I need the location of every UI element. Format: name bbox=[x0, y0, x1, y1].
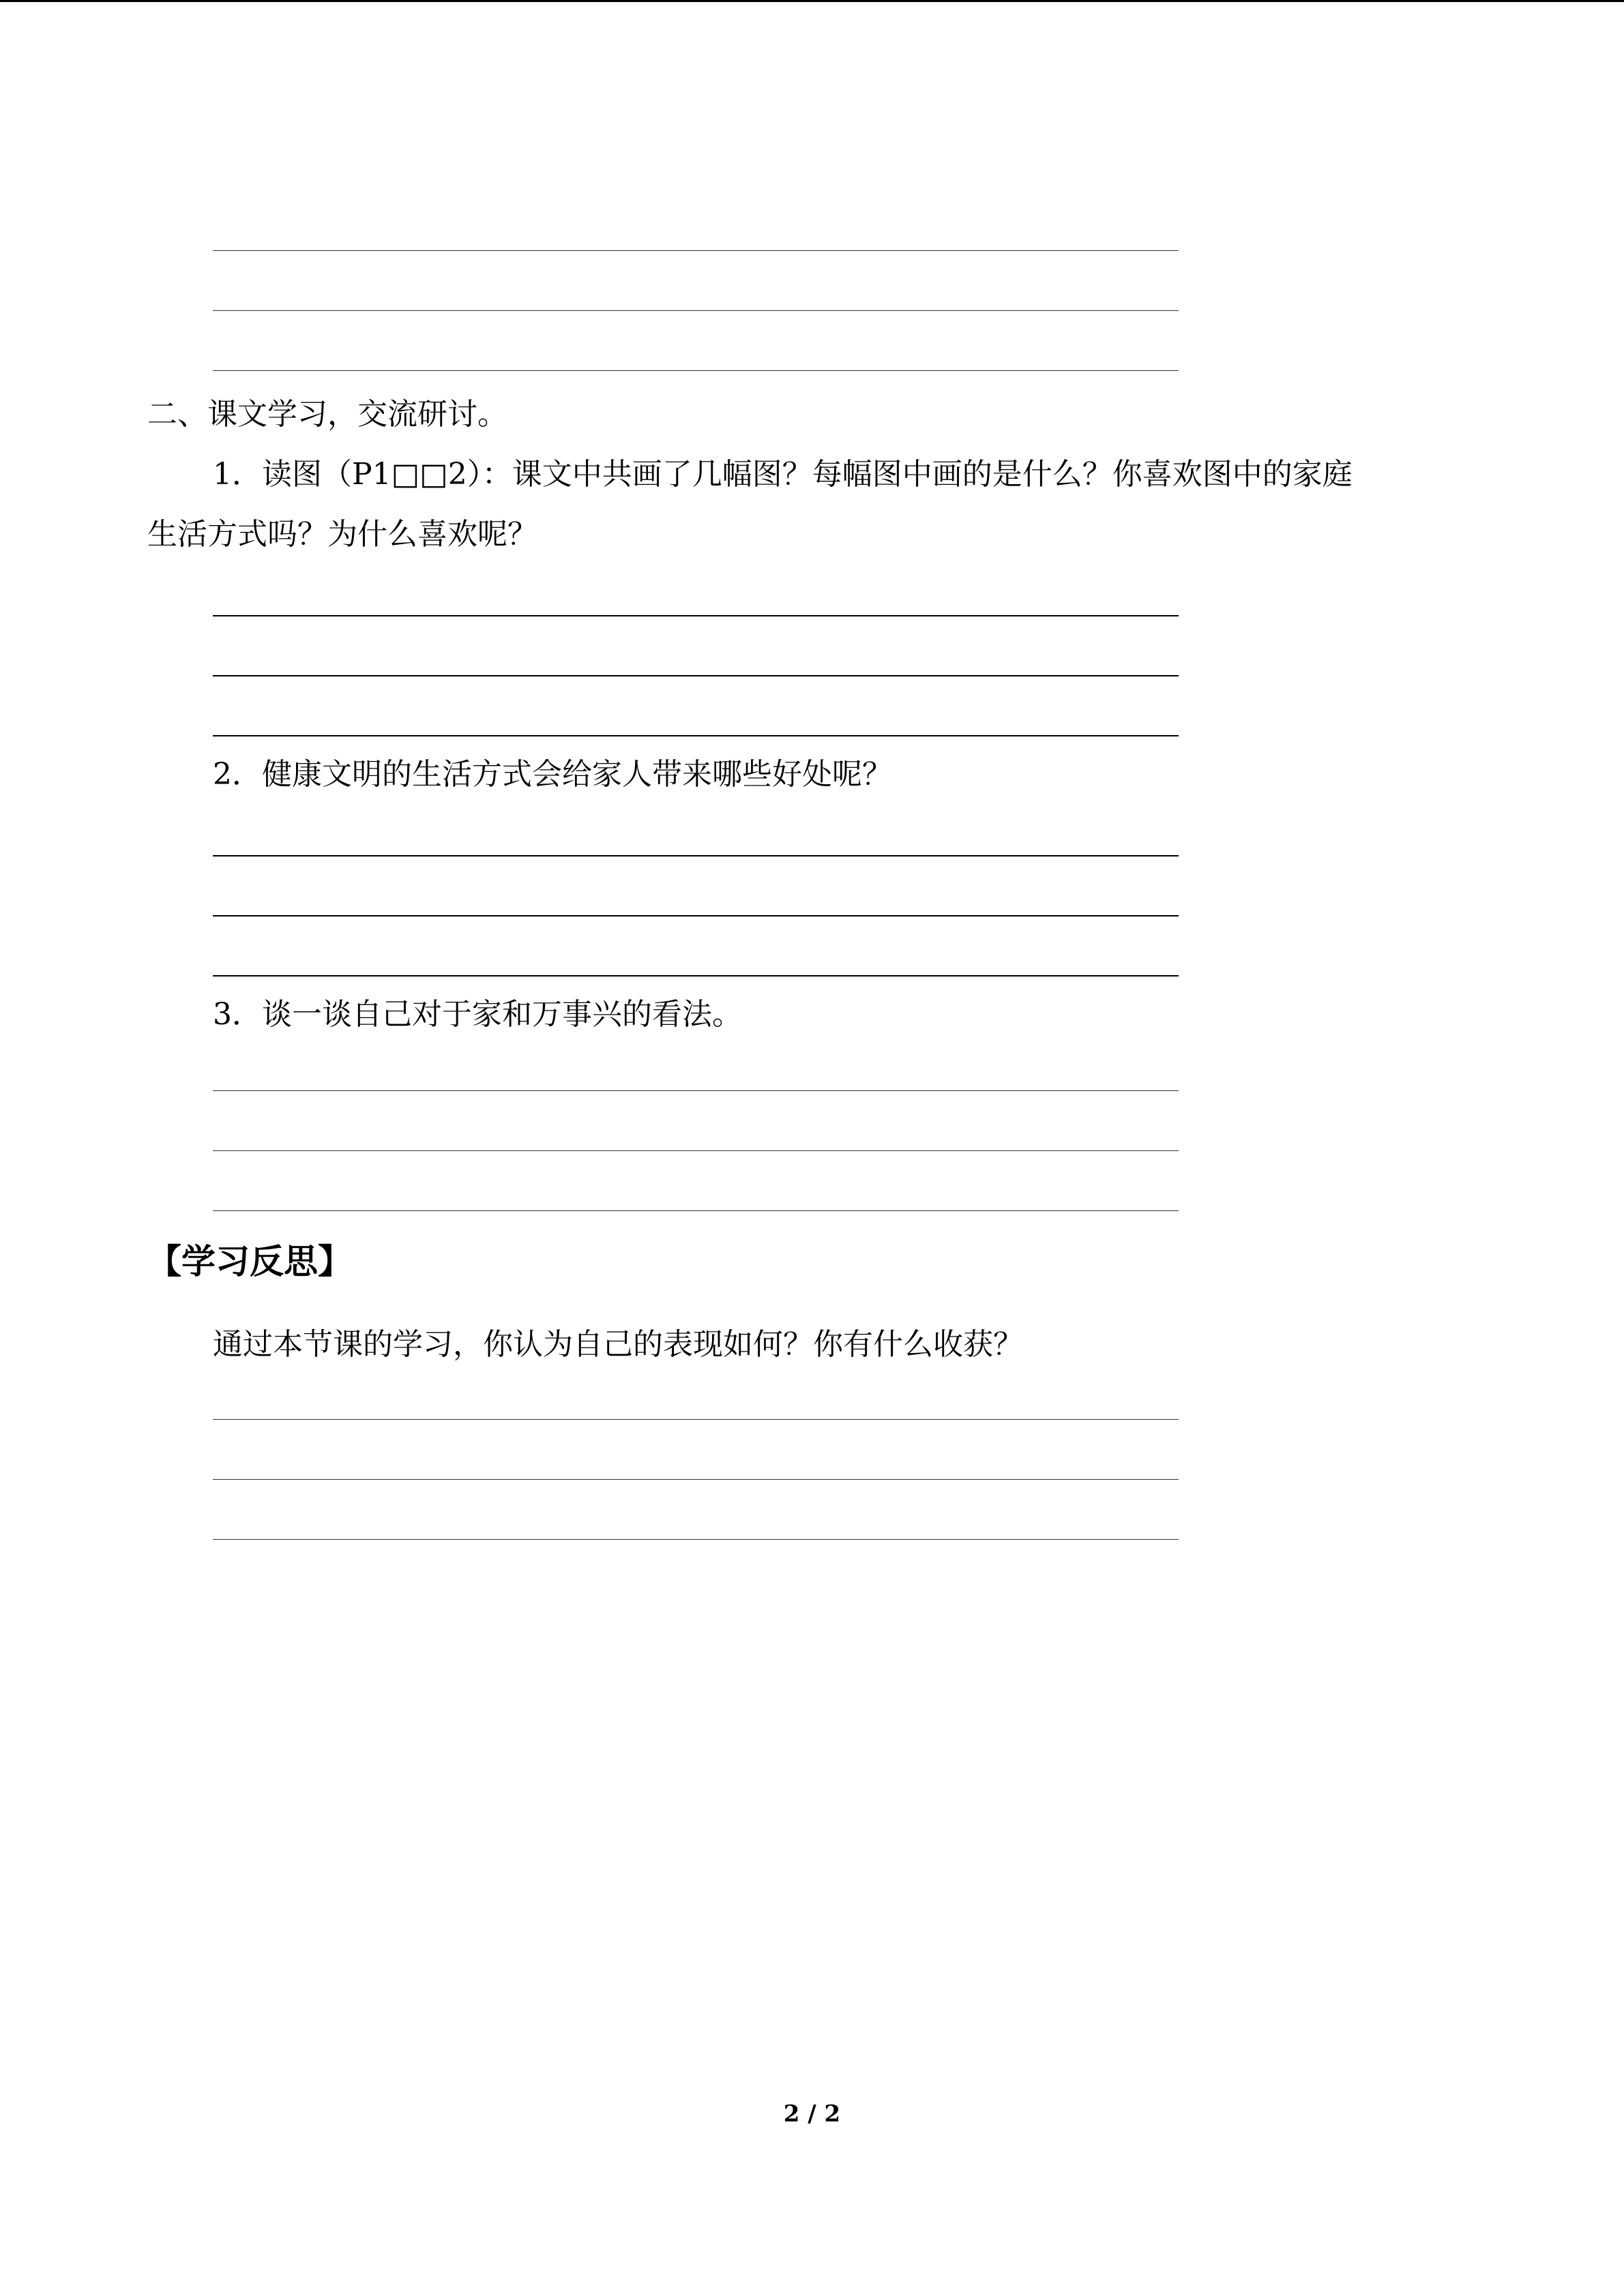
answer-line[interactable] bbox=[213, 250, 1179, 251]
answer-line[interactable] bbox=[213, 975, 1179, 976]
answer-line[interactable] bbox=[213, 675, 1179, 676]
answer-line[interactable] bbox=[213, 915, 1179, 916]
answer-line[interactable] bbox=[213, 1539, 1179, 1540]
answer-line[interactable] bbox=[213, 1479, 1179, 1480]
answer-line[interactable] bbox=[213, 615, 1179, 616]
answer-line[interactable] bbox=[213, 1150, 1179, 1151]
question-1-line-2: 生活方式吗？为什么喜欢呢？ bbox=[147, 517, 537, 552]
answer-line[interactable] bbox=[213, 1210, 1179, 1211]
answer-line[interactable] bbox=[213, 370, 1179, 371]
page-number: 2 / 2 bbox=[783, 2100, 841, 2128]
question-1-line-1: 1．读图（P1□□2）：课文中共画了几幅图？每幅图中画的是什么？你喜欢图中的家庭 bbox=[213, 457, 1353, 492]
answer-line[interactable] bbox=[213, 855, 1179, 856]
reflection-prompt: 通过本节课的学习，你认为自己的表现如何？你有什么收获？ bbox=[213, 1327, 1023, 1362]
answer-line[interactable] bbox=[213, 1419, 1179, 1420]
question-2: 2．健康文明的生活方式会给家人带来哪些好处呢？ bbox=[213, 757, 892, 792]
page-top-border bbox=[0, 0, 1624, 2]
section-two-title: 二、课文学习，交流研讨。 bbox=[147, 397, 507, 432]
answer-line[interactable] bbox=[213, 1090, 1179, 1091]
answer-line[interactable] bbox=[213, 310, 1179, 311]
reflection-heading: 【学习反思】 bbox=[147, 1242, 352, 1281]
answer-line[interactable] bbox=[213, 735, 1179, 736]
question-3: 3．谈一谈自己对于家和万事兴的看法。 bbox=[213, 997, 742, 1032]
